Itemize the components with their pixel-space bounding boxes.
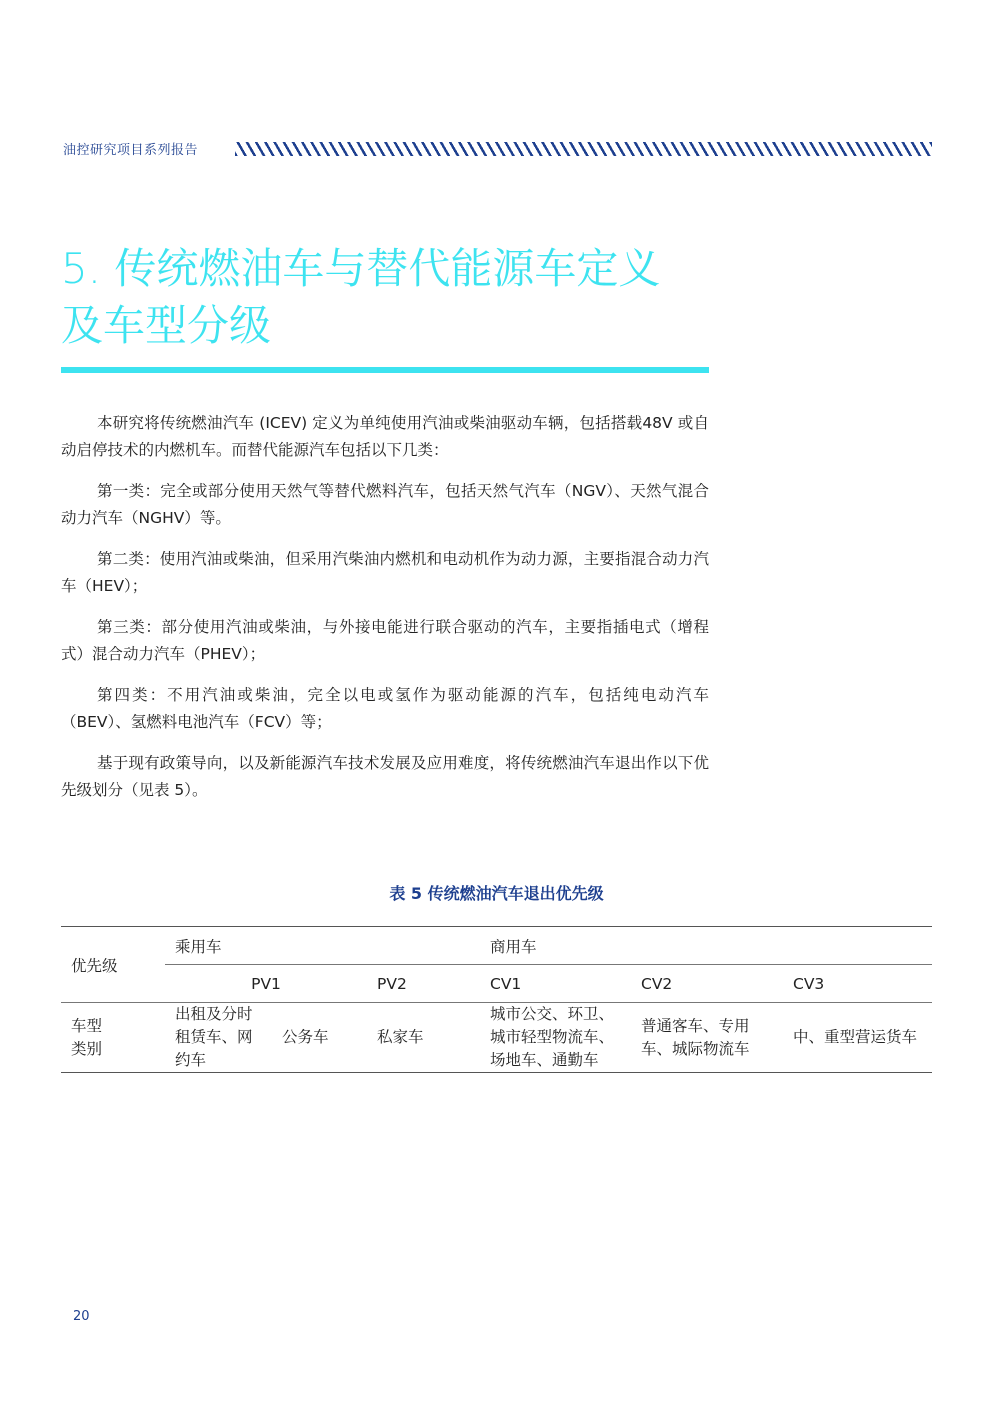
section-title-line-2: 及车型分级 [61, 301, 272, 350]
paragraph: 第一类：完全或部分使用天然气等替代燃料汽车，包括天然气汽车（NGV）、天然气混合动力汽车（NGHV）等。 [61, 482, 709, 527]
priority-header-cell: 优先级 [61, 927, 165, 1003]
pv1-taxi-cell: 出租及分时租赁车、网约车 [165, 1003, 272, 1073]
priority-table [61, 926, 932, 1073]
cv1-cell: 城市公交、环卫、城市轻型物流车、场地车、通勤车 [480, 1003, 631, 1073]
cv3-cell: 中、重型营运货车 [783, 1003, 932, 1073]
passenger-car-header: 乘用车 [165, 927, 480, 965]
title-underline [61, 367, 709, 373]
code-pv2: PV2 [367, 965, 480, 1003]
paragraph: 基于现有政策导向，以及新能源汽车技术发展及应用难度，将传统燃油汽车退出作以下优先级划分（见表 5）。 [61, 754, 709, 799]
cv2-cell: 普通客车、专用车、城际物流车 [631, 1003, 783, 1073]
row-label-line-2: 类别 [71, 1039, 103, 1058]
code-cv2: CV2 [631, 965, 783, 1003]
paragraph: 本研究将传统燃油汽车 (ICEV) 定义为单纯使用汽油或柴油驱动车辆，包括搭载48V 或自动启停技术的内燃机车。而替代能源汽车包括以下几类： [61, 414, 709, 459]
pv2-private-cell: 私家车 [367, 1003, 480, 1073]
section-title [61, 240, 741, 354]
report-series-title: 油控研究项目系列报告 [63, 143, 199, 158]
header-hatch-decoration [235, 142, 932, 156]
table-caption: 表 5 传统燃油汽车退出优先级 [389, 884, 604, 903]
page-number: 20 [73, 1309, 90, 1324]
paragraph: 第三类：部分使用汽油或柴油，与外接电能进行联合驱动的汽车，主要指插电式（增程式）混合动力汽车（PHEV）； [61, 618, 709, 663]
code-pv1: PV1 [165, 965, 367, 1003]
commercial-car-header: 商用车 [480, 927, 932, 965]
section-title-line-1: 5. 传统燃油车与替代能源车定义 [61, 244, 661, 293]
row-label-cell [61, 1003, 165, 1073]
paragraph: 第二类：使用汽油或柴油，但采用汽柴油内燃机和电动机作为动力源，主要指混合动力汽车（HEV）； [61, 550, 709, 595]
code-cv1: CV1 [480, 965, 631, 1003]
pv1-official-cell: 公务车 [272, 1003, 367, 1073]
paragraph: 第四类：不用汽油或柴油，完全以电或氢作为驱动能源的汽车，包括纯电动汽车（BEV）、氢燃料电池汽车（FCV）等； [61, 686, 709, 731]
row-label-line-1: 车型 [71, 1016, 103, 1035]
body-text [61, 410, 709, 818]
code-cv3: CV3 [783, 965, 932, 1003]
